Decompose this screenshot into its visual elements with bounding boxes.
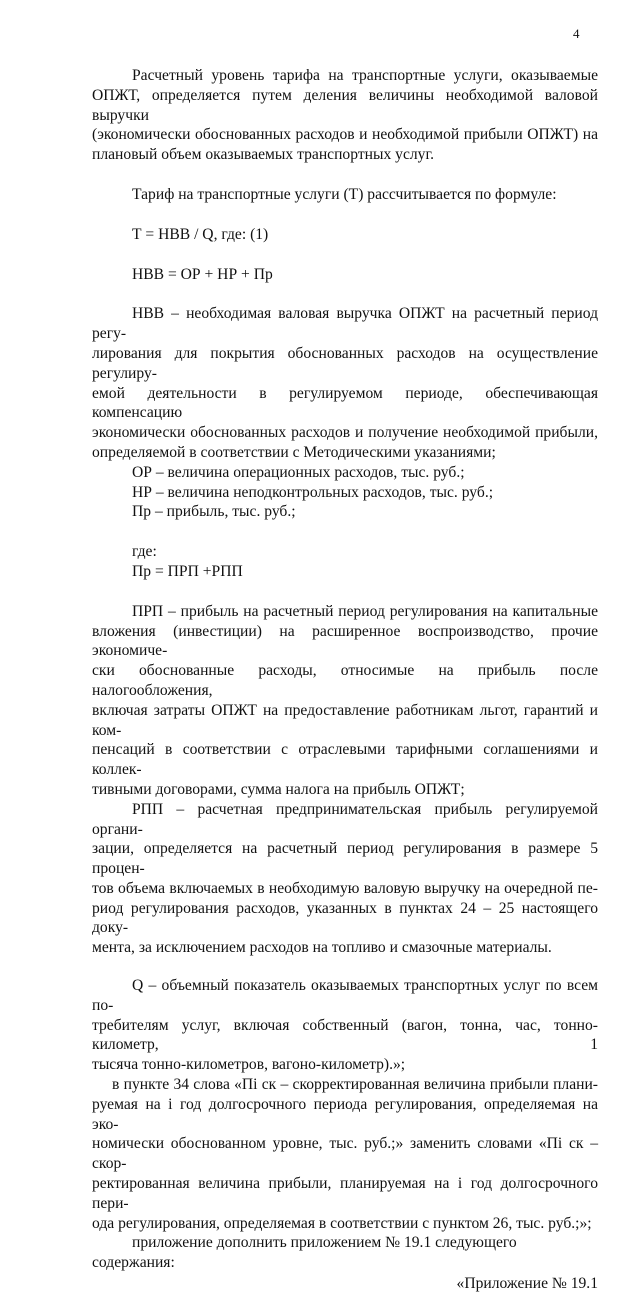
text-line: мента, за исключением расходов на топливо и смазочные материалы. — [92, 939, 552, 957]
text-line: риод регулирования расходов, указанных в пунктах 24 – 25 настоящего доку- — [92, 899, 598, 937]
text-line: тысяча тонно-километров, вагоно-километр).»; — [92, 1056, 406, 1074]
intro-paragraph — [92, 66, 598, 165]
formula-profit: Пр = ПРП +РПП — [132, 562, 243, 580]
text-line: емой деятельности в регулируемом периоде, обеспечивающая компенсацию — [92, 384, 598, 422]
text-line: плановый объем оказываемых транспортных услуг. — [92, 146, 434, 164]
text-line: (экономически обоснованных расходов и необходимой прибыли ОПЖТ) на — [92, 126, 598, 144]
text-line: тов объема включаемых в необходимую валовую выручку на очередной пе- — [92, 879, 598, 897]
text-line: вложения (инвестиции) на расширенное воспроизводство, прочие экономиче- — [92, 622, 598, 660]
page-number: 4 — [573, 26, 580, 41]
point-34-amendment — [92, 1075, 598, 1233]
appendix-title: «Приложение № 19.1 — [456, 1275, 598, 1293]
text-line: пенсаций в соответствии с отраслевыми тарифными соглашениями и коллек- — [92, 741, 598, 779]
appendix-addition: приложение дополнить приложением № 19.1 следующего содержания: — [92, 1234, 517, 1272]
formula-nvv: НВВ = ОР + НР + Пр — [132, 265, 273, 283]
nvv-definition — [92, 304, 598, 462]
text-line: экономически обоснованных расходов и получение необходимой прибыли, — [92, 424, 598, 442]
text-line: определяемой в соответствии с Методическими указаниями; — [92, 443, 496, 461]
prp-definition — [92, 602, 598, 800]
text-line: требителям услуг, включая собственный (вагон, тонна, час, тонно-километр, 1 — [92, 1016, 598, 1054]
text-line: лирования для покрытия обоснованных расходов на осуществление регулиру- — [92, 344, 598, 382]
text-line: ски обоснованные расходы, относимые на прибыль после налогообложения, — [92, 662, 598, 699]
text-line: НВВ – необходимая валовая выручка ОПЖТ на расчетный период регу- — [92, 305, 598, 343]
text-line: Q – объемный показатель оказываемых транспортных услуг по всем по- — [92, 977, 598, 1014]
text-line: руемая на i год долгосрочного периода регулирования, определяемая на эко- — [92, 1095, 598, 1133]
pr-definition: Пр – прибыль, тыс. руб.; — [132, 503, 296, 521]
document-body — [92, 66, 598, 1294]
text-line: ректированная величина прибыли, планируемая на i год долгосрочного пери- — [92, 1175, 598, 1212]
nr-definition: НР – величина неподконтрольных расходов, тыс. руб.; — [132, 483, 494, 501]
text-line: в пункте 34 слова «Пi ск – скорректированная величина прибыли плани- — [112, 1076, 598, 1094]
text-line: ода регулирования, определяемая в соответствии с пунктом 26, тыс. руб.;»; — [92, 1214, 592, 1232]
where-label: где: — [132, 543, 157, 561]
text-line: зации, определяется на расчетный период регулирования в размере 5 процен- — [92, 840, 598, 878]
rpp-definition — [92, 800, 598, 958]
text-line: Расчетный уровень тарифа на транспортные услуги, оказываемые — [132, 67, 598, 84]
formula-tariff: Т = НВВ / Q, где: (1) — [132, 225, 269, 243]
text-line: включая затраты ОПЖТ на предоставление работникам льгот, гарантий и ком- — [92, 701, 598, 739]
or-definition: ОР – величина операционных расходов, тыс. руб.; — [132, 463, 465, 481]
text-line: РПП – расчетная предпринимательская прибыль регулируемой органи- — [92, 800, 598, 838]
text-line: тивными договорами, сумма налога на прибыль ОПЖТ; — [92, 780, 465, 798]
formula-intro: Тариф на транспортные услуги (Т) рассчитывается по формуле: — [132, 185, 557, 203]
text-line: ПРП – прибыль на расчетный период регулирования на капитальные — [132, 602, 598, 620]
text-line: ОПЖТ, определяется путем деления величины необходимой валовой выручки — [92, 86, 598, 124]
text-line: номически обоснованном уровне, тыс. руб.;» заменить словами «Пi ск – скор- — [92, 1135, 598, 1173]
q-definition — [92, 976, 598, 1075]
